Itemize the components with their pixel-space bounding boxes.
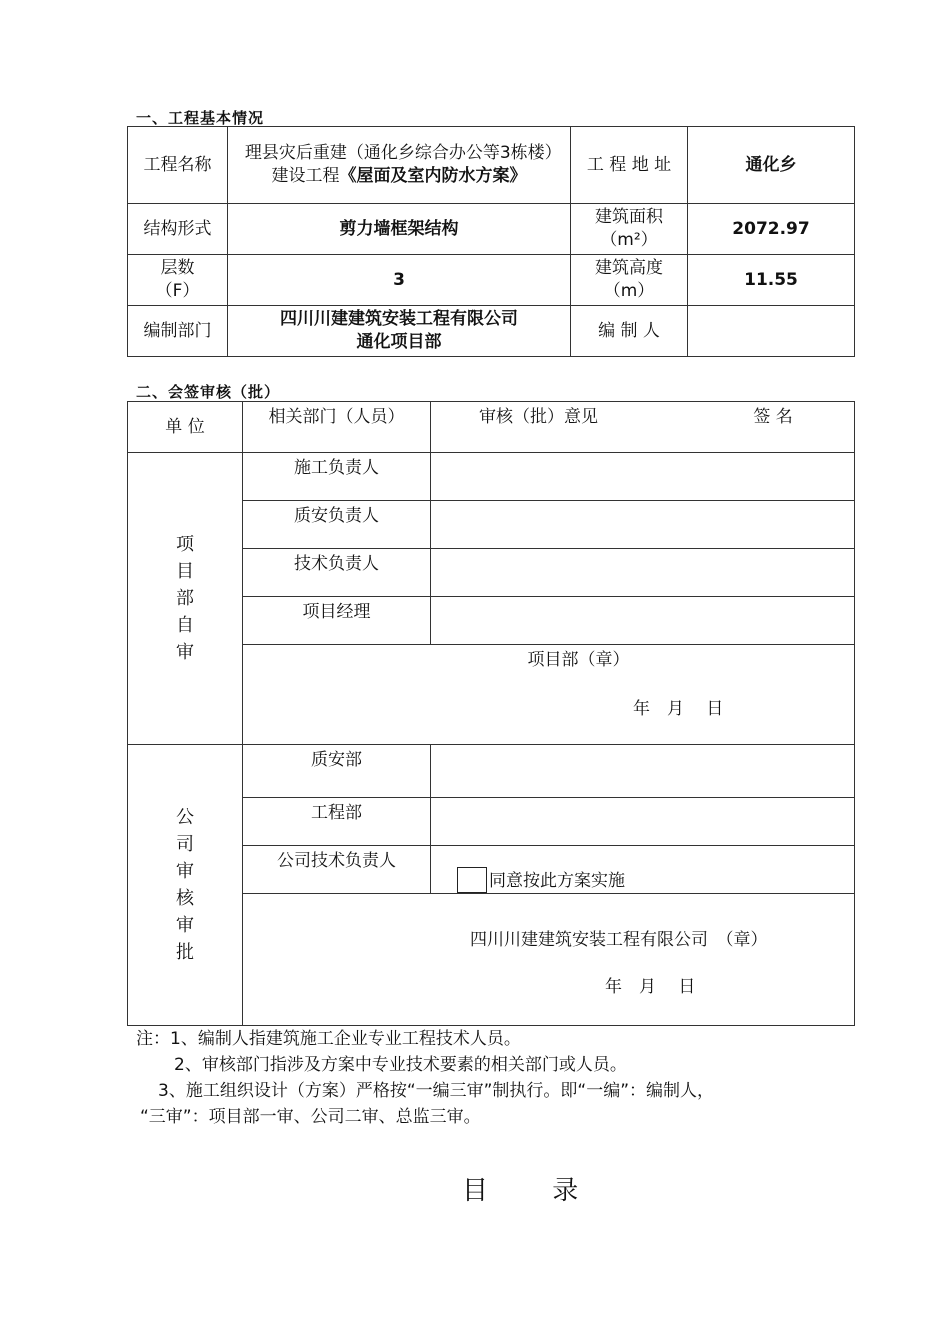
section2-heading: 二、会签审核（批） [136, 383, 281, 401]
dept-value-line1: 四川川建建筑安装工程有限公司 [280, 309, 518, 329]
agree-text: 同意按此方案实施 [489, 871, 625, 891]
group2-label-cell [128, 745, 243, 1026]
dept-label: 编制部门 [128, 306, 228, 357]
dept-value [228, 306, 571, 357]
group2-row-0: 质安部 [243, 745, 431, 798]
group1-label: 项目部自审 [176, 534, 194, 663]
group1-row-2-opinion[interactable] [431, 549, 855, 597]
group1-label-cell [128, 453, 243, 745]
group1-row-1-opinion[interactable] [431, 501, 855, 549]
group1-date: 年 月 日 [633, 699, 724, 719]
col-dept-header: 相关部门（人员） [243, 402, 431, 453]
structure-label: 结构形式 [128, 204, 228, 255]
group1-row-3: 项目经理 [243, 597, 431, 645]
author-value[interactable] [688, 306, 855, 357]
note-line-1: 注：1、编制人指建筑施工企业专业工程技术人员。 [136, 1029, 521, 1049]
company-stamp-cell [243, 894, 855, 1026]
author-label: 编 制 人 [571, 306, 688, 357]
group2-row-0-opinion[interactable] [431, 745, 855, 798]
group2-row-1-opinion[interactable] [431, 798, 855, 846]
group1-row-0-opinion[interactable] [431, 453, 855, 501]
group1-row-1: 质安负责人 [243, 501, 431, 549]
height-value: 11.55 [688, 255, 855, 306]
group1-row-0: 施工负责人 [243, 453, 431, 501]
group1-stamp-cell [243, 645, 855, 745]
company-stamp: 四川川建建筑安装工程有限公司 （章） [470, 929, 768, 950]
area-label-text: 建筑面积（m²） [595, 207, 663, 250]
group1-row-3-opinion[interactable] [431, 597, 855, 645]
floors-label-text: 层数（F） [155, 258, 200, 301]
col-unit-header: 单 位 [128, 402, 243, 453]
toc-title: 目 录 [462, 1176, 607, 1206]
height-label [571, 255, 688, 306]
group1-row-2: 技术负责人 [243, 549, 431, 597]
height-label-text: 建筑高度（m） [595, 258, 663, 301]
col-opinion-sign-header [431, 402, 855, 453]
company-date: 年 月 日 [605, 976, 696, 997]
site-label: 工 程 地 址 [571, 127, 688, 204]
project-name-label: 工程名称 [128, 127, 228, 204]
site-value: 通化乡 [688, 127, 855, 204]
col-sign-header: 签 名 [753, 407, 793, 427]
agree-cell [431, 846, 855, 894]
dept-value-line2: 通化项目部 [356, 332, 442, 352]
area-label [571, 204, 688, 255]
project-name-bold: 《屋面及室内防水方案》 [339, 166, 527, 186]
project-info-table [127, 126, 855, 357]
area-value: 2072.97 [688, 204, 855, 255]
group2-row-2: 公司技术负责人 [243, 846, 431, 894]
project-name-value [228, 127, 571, 204]
floors-label [128, 255, 228, 306]
section1-heading: 一、工程基本情况 [136, 109, 265, 127]
structure-value: 剪力墙框架结构 [228, 204, 571, 255]
project-name-plain: 理县灾后重建（通化乡综合办公等3栋楼）建设工程 [244, 143, 554, 186]
note-line-4: “三审”：项目部一审、公司二审、总监三审。 [140, 1107, 481, 1127]
note-line-2: 2、审核部门指涉及方案中专业技术要素的相关部门或人员。 [174, 1055, 627, 1075]
group2-label: 公司审核审批 [176, 807, 194, 963]
agree-checkbox[interactable] [457, 867, 487, 893]
group1-stamp: 项目部（章） [527, 650, 630, 670]
floors-value: 3 [228, 255, 571, 306]
col-opinion-header: 审核（批）意见 [479, 407, 598, 427]
note-line-3: 3、施工组织设计（方案）严格按“一编三审”制执行。即“一编”：编制人， [158, 1081, 715, 1101]
review-table [127, 401, 855, 1026]
group2-row-1: 工程部 [243, 798, 431, 846]
